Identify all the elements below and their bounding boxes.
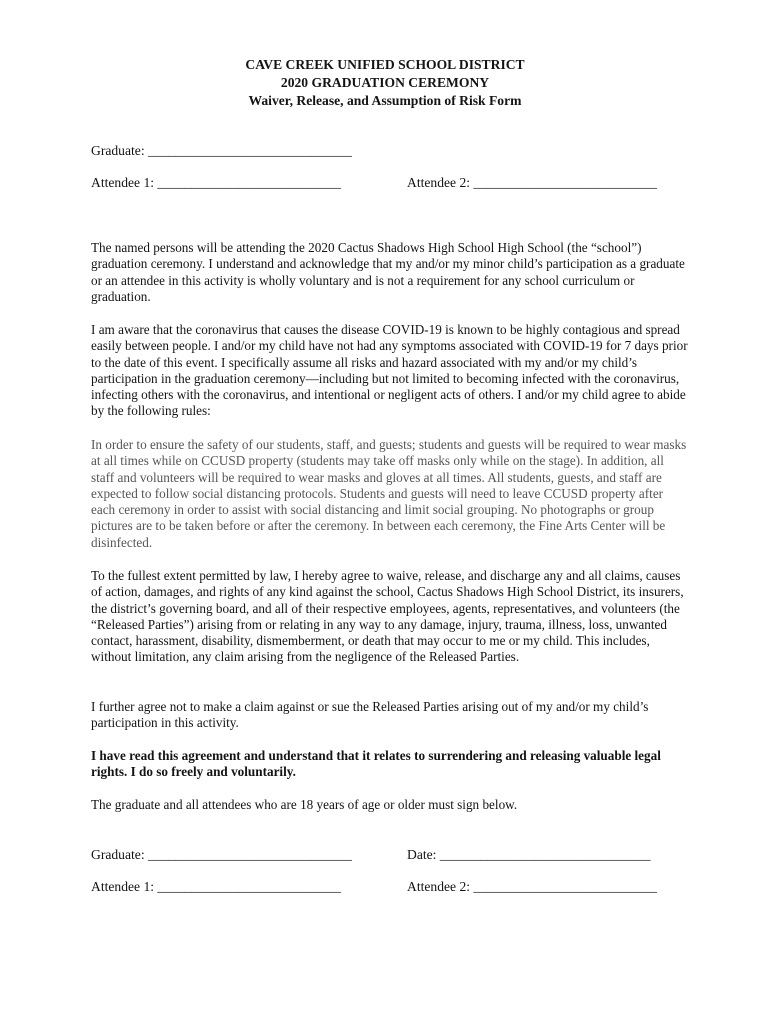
signature-instruction: The graduate and all attendees who are 18 years of age or older must sign below. [91,797,518,812]
graduate-signature-field[interactable]: Graduate: ______________________________ [91,847,352,862]
participation-paragraph: The named persons will be attending the 2020 Cactus Shadows High School High School (the “school”) graduation ceremony. I understand and acknowledge that my and/or my minor child’s participation as a graduate or an attendee in this activity is wholly voluntary and is not a requirement for any school curriculum or graduation. [91,240,685,304]
ceremony-title: 2020 GRADUATION CEREMONY [280,75,490,90]
covid-risk-paragraph: I am aware that the coronavirus that causes the disease COVID-19 is known to be highly contagious and spread easily between people. I and/or my child have not had any symptoms associated with COVID-19 for 7 days prior to the date of this event. I specifically assume all risks and hazard associated with my and/or my child’s participation in the graduation ceremony—including but not limited to becoming infected with the coronavirus, infecting others with the coronavirus, and intentional or negligent acts of others. I and/or my child agree to abide by the following rules: [91,322,688,419]
attendee-2-name-field[interactable]: Attendee 2: ___________________________ [407,175,657,190]
date-field[interactable]: Date: _______________________________ [407,847,651,862]
no-claim-paragraph: I further agree not to make a claim against or sue the Released Parties arising out of my and/or my child’s participation in this activity. [91,699,649,731]
attendee-1-name-field[interactable]: Attendee 1: ___________________________ [91,175,341,190]
safety-rules-paragraph: In order to ensure the safety of our students, staff, and guests; students and guests will be required to wear masks at all times while on CCUSD property (students may take off masks only while on the stage). In addition, all staff and volunteers will be required to wear masks and gloves at all times. All students, guests, and staff are expected to follow social distancing protocols. Students and guests will need to leave CCUSD property after each ceremony in order to assist with social distancing and limit social grouping. No photographs or group pictures are to be taken before or after the ceremony. In between each ceremony, the Fine Arts Center will be disinfected. [91,437,687,550]
acknowledgement-paragraph: I have read this agreement and understand that it relates to surrendering and releasing valuable legal rights. I do so freely and voluntarily. [91,748,661,780]
district-title: CAVE CREEK UNIFIED SCHOOL DISTRICT [245,57,525,72]
attendee-2-signature-field[interactable]: Attendee 2: ___________________________ [407,879,657,894]
form-title: Waiver, Release, and Assumption of Risk Form [248,93,522,108]
attendee-1-signature-field[interactable]: Attendee 1: ___________________________ [91,879,341,894]
release-of-claims-paragraph: To the fullest extent permitted by law, I hereby agree to waive, release, and discharge any and all claims, causes of action, damages, and rights of any kind against the school, Cactus Shadows High School District, its insurers, the district’s governing board, and all of their respective employees, agents, representatives, and volunteers (the “Released Parties”) arising from or relating in any way to any damage, injury, trauma, illness, loss, unwanted contact, harassment, disability, dismemberment, or death that may occur to me or my child. This includes, without limitation, any claim arising from the negligence of the Released Parties. [91,568,684,665]
graduate-name-field[interactable]: Graduate: ______________________________ [91,143,352,158]
